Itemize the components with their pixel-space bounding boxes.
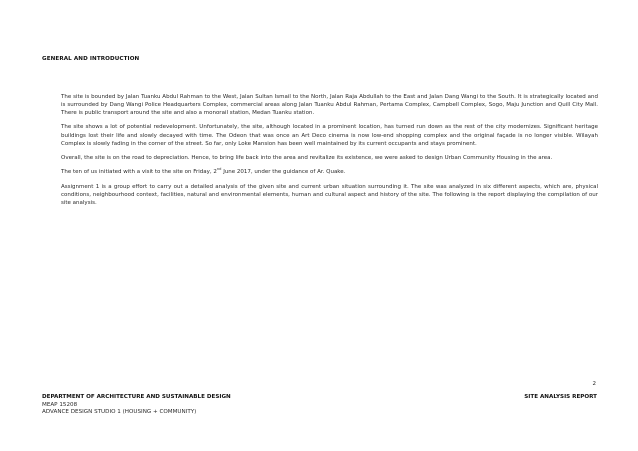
footer-course-info (42, 394, 231, 417)
footer-course-code: MEAP 15208 (42, 401, 78, 408)
paragraph-site-boundaries: The site is bounded by Jalan Tuanku Abdul Rahman to the West, Jalan Sultan Ismail to the North, Jalan Raja Abdullah to the East and Jalan Dang Wangi to the South. It is strategically located and is surrounded by Dang Wangi Police Headquarters Complex, commercial areas along Jalan Tuanku Abdul Rahman, Pertama Complex, Campbell Complex, Sogo, Maju Junction and Quill City Mall. There is public transport around the site and also a monorail station, Medan Tuanku station. (61, 94, 598, 117)
paragraph-site-visit (61, 168, 598, 176)
paragraph-redevelopment: The site shows a lot of potential redevelopment. Unfortunately, the site, although located in a prominent location, has turned run down as the rest of the city modernizes. Significant heritage buildings lost their life and slowly decayed with time. The Odeon that was once an Art Deco cinema is now low-end shopping complex and the original façade is no longer visible. Wilayah Complex is slowly fading in the corner of the street. So far, only Loke Mansion has been well maintained by its current occupants and stays prominent. (61, 124, 598, 147)
paragraph-assignment: Assignment 1 is a group effort to carry out a detailed analysis of the given site and current urban situation surrounding it. The site was analyzed in six different aspects, which are, physical conditions, neighbourhood context, facilities, natural and environmental elements, human and cultural aspect and history of the site. The following is the report displaying the compilation of our site analysis. (61, 183, 598, 206)
body-text (61, 93, 598, 213)
footer-report-title: SITE ANALYSIS REPORT (524, 394, 597, 400)
page-number: 2 (592, 381, 596, 387)
date-ordinal-suffix: nd (216, 167, 222, 172)
paragraph-depreciation: Overall, the site is on the road to depreciation. Hence, to bring life back into the area and revitalize its existence, we were asked to design Urban Community Housing in the area. (61, 154, 553, 161)
section-heading: GENERAL AND INTRODUCTION (42, 56, 140, 62)
footer-department: DEPARTMENT OF ARCHITECTURE AND SUSTAINABLE DESIGN (42, 394, 231, 400)
site-visit-text-end: June 2017, under the guidance of Ar. Quake. (221, 169, 346, 176)
footer-course-name: ADVANCE DESIGN STUDIO 1 (HOUSING + COMMUNITY) (42, 409, 197, 416)
site-visit-text-start: The ten of us initiated with a visit to the site on Friday, 2 (61, 169, 217, 176)
